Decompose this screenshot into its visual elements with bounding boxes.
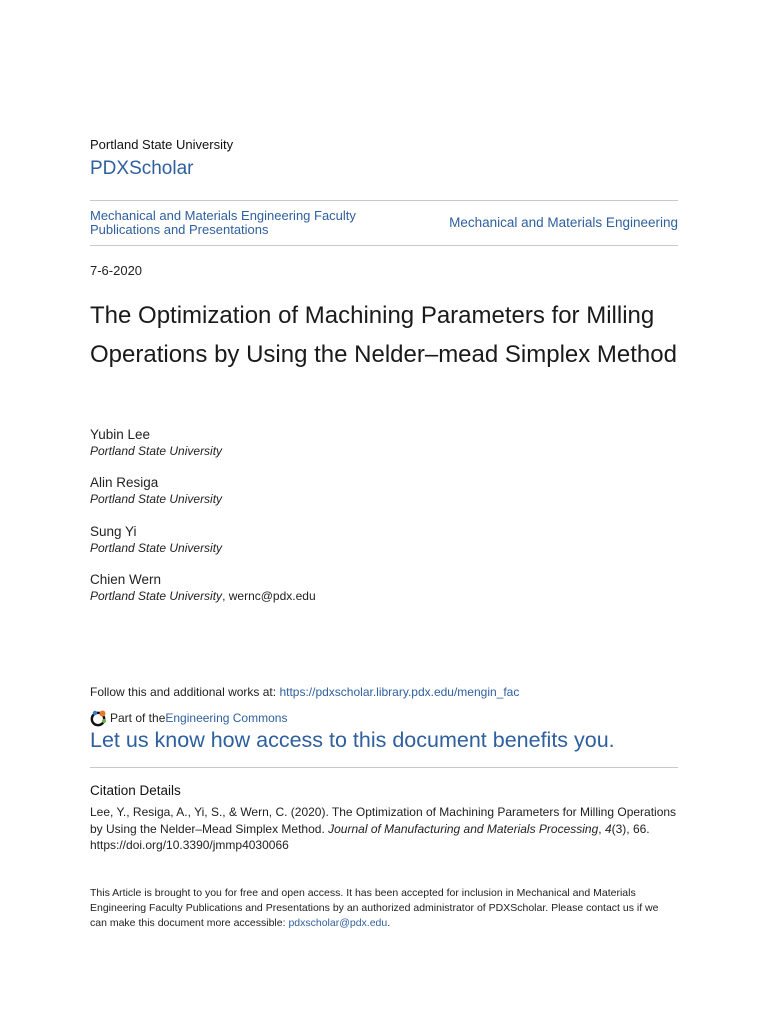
author-block	[90, 474, 678, 508]
creative-commons-icon	[90, 709, 108, 727]
follow-line	[90, 685, 519, 699]
collection-link[interactable]: Mechanical and Materials Engineering Faculty Publications and Presentations	[90, 208, 356, 237]
author-name: Alin Resiga	[90, 475, 159, 490]
author-block	[90, 523, 678, 557]
follow-label: Follow this and additional works at:	[90, 685, 280, 699]
author-affiliation: Portland State University	[90, 589, 223, 603]
citation-authors-title: Lee, Y., Resiga, A., Yi, S., & Wern, C. (2020). The Optimization of Machining Parameters for Milling Operations by Using the Nelder–Mead Simplex Method.	[90, 805, 677, 836]
citation-separator: ,	[598, 821, 605, 836]
divider-header	[90, 245, 678, 246]
author-block	[90, 426, 678, 460]
access-note-text: This Article is brought to you for free and open access. It has been accepted for inclusion in Mechanical and Materials Engineering Faculty Publications and Presentations by an authorized administrator of PDXScholar. Please contact us if we can make this document more accessible:	[90, 887, 659, 929]
contact-email-link[interactable]: pdxscholar@pdx.edu	[288, 917, 388, 929]
citation-heading: Citation Details	[90, 783, 181, 798]
engineering-commons-link[interactable]: Engineering Commons	[165, 711, 288, 725]
article-title: The Optimization of Machining Parameters for Milling Operations by Using the Nelder–mead Simplex Method	[90, 302, 677, 368]
citation-volume: 4	[604, 821, 612, 836]
author-name: Sung Yi	[90, 524, 137, 539]
author-block	[90, 571, 678, 605]
publication-date: 7-6-2020	[90, 263, 143, 278]
institution-name: Portland State University	[90, 137, 234, 152]
cover-page	[90, 0, 678, 1024]
citation-journal: Journal of Manufacturing and Materials Processing	[328, 821, 599, 836]
access-note	[90, 886, 678, 931]
citation-issue-doi: (3), 66. https://doi.org/10.3390/jmmp4030066	[90, 821, 650, 852]
author-name: Chien Wern	[90, 572, 162, 587]
author-affiliation-line	[90, 588, 678, 605]
collection-url-link[interactable]: https://pdxscholar.library.pdx.edu/mengin_fac	[279, 685, 520, 699]
author-email: , wernc@pdx.edu	[222, 589, 316, 603]
part-of-label: Part of the	[110, 711, 166, 725]
divider-citation	[90, 767, 678, 768]
citation-text	[90, 804, 678, 854]
access-note-end: .	[387, 917, 391, 929]
author-affiliation: Portland State University	[90, 492, 223, 506]
divider-top	[90, 200, 678, 201]
author-name: Yubin Lee	[90, 427, 151, 442]
author-affiliation: Portland State University	[90, 444, 223, 458]
author-affiliation: Portland State University	[90, 541, 223, 555]
feedback-link[interactable]: Let us know how access to this document benefits you.	[90, 728, 615, 752]
part-of-line	[90, 709, 287, 727]
repository-link[interactable]: PDXScholar	[90, 158, 194, 179]
department-link[interactable]: Mechanical and Materials Engineering	[449, 215, 678, 230]
